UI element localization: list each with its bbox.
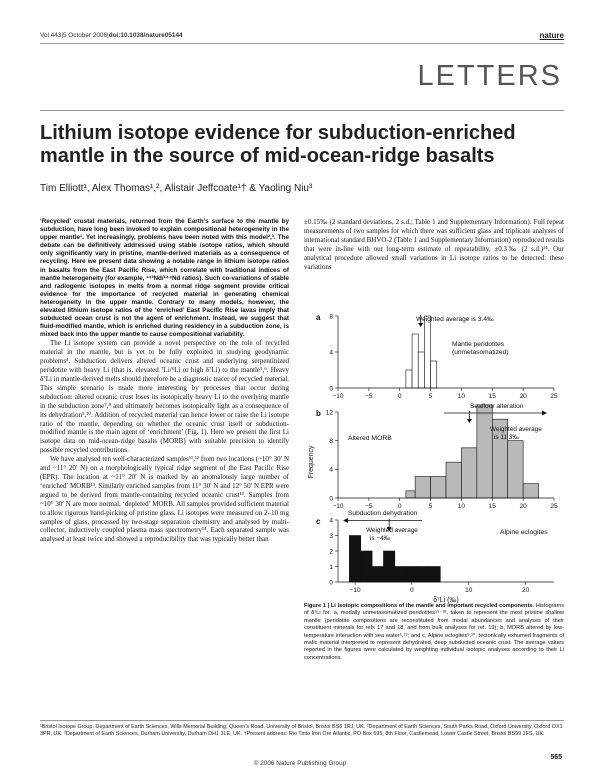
body-paragraph-1: The Li isotope system can provide a novel perspective on the role of recycled material in the mantle, but is yet to be fully exploited in studying geodynamic problems⁴. Subduction delivers altered oceanic crust and underlying serpentinized peridotite with heavy Li (that is, elevated ⁷Li/⁶Li or high δ⁷Li) to the mantle⁵,⁶. Heavy δ⁷Li in mantle-derived melts should therefore be a diagnostic tracer of recycled material. This simple scenario is made more interesting by processes that occur during subduction: altered oceanic crust loses its isotopically heavy Li to the overlying mantle in the subduction zone⁷,⁸ and ultimately becomes isotopically light as a consequence of its dehydration⁹,¹⁰. Addition of recycled material can hence lower or raise the Li isotope ratio of the mantle, depending on whether the oceanic crust itself or subduction-modified mantle is the main agent of ‘enrichment’ (Fig. 1). Here we present the first Li isotope data on mid-ocean-ridge basalts (MORB) with suitable precision to identify possible recycled contributions.: [40, 339, 289, 455]
copyright-footer: © 2006 Nature Publishing Group: [253, 760, 347, 767]
panel-letter-a: a: [316, 313, 321, 322]
histogram-bar-b: [461, 448, 476, 498]
x-tick-label-c: −10: [349, 587, 361, 594]
x-tick-label-a: 0: [397, 393, 402, 400]
journal-logo: nature: [539, 31, 564, 40]
histogram-bar-a: [418, 352, 424, 388]
header-rule: [40, 43, 564, 44]
histogram-bar-a: [424, 316, 430, 388]
x-tick-label-b: 25: [550, 503, 558, 510]
x-tick-label-b: 5: [428, 503, 433, 510]
panel-a-label-2: (unmetasomatized): [452, 349, 509, 356]
section-label: LETTERS: [417, 60, 562, 92]
x-tick-label-c: 0: [410, 587, 414, 594]
histogram-bar-b: [446, 462, 461, 498]
histogram-bar-b: [406, 491, 415, 498]
histogram-bar-c: [349, 536, 360, 583]
panel-a-average-label: Weighted average is 3.4‰: [416, 316, 494, 323]
histogram-bar-b: [477, 405, 492, 498]
panel-b-label: Altered MORB: [348, 435, 392, 442]
running-head-doi[interactable]: doi:10.1038/nature05144: [108, 32, 183, 39]
figure-1: [304, 308, 564, 604]
x-tick-label-b: −5: [365, 503, 373, 510]
panel-b-arrowhead: [542, 411, 547, 416]
histogram-bar-c: [395, 567, 406, 583]
caption-text: Histograms of δ⁷Li for: a, modally unmetasomatized peridotites¹⁵⁻¹⁸, taken to represent the most pristine shallow mantle (peridotite compositions are reconstituted from modal abundances and analyses of their constituent minerals for refs 17 and 18, and from bulk analyses for ref. 19); b, MORB altered by low-temperature interaction with sea water⁵,¹⁹; and c, Alpine eclogites⁹,¹⁰, tectonically exhumed fragments of mafic material interpreted to represent dehydrated, deep subducted oceanic crust. The average values reported in the figures were calculated by weighting individual isotopic analyses according to their Li concentrations.: [304, 603, 564, 661]
y-tick-label-c: 1: [329, 563, 333, 571]
y-tick-label-c: 2: [329, 548, 333, 556]
histogram-bar-c: [372, 567, 383, 583]
histogram-bar-b: [431, 477, 446, 499]
histogram-bar-a: [406, 370, 412, 388]
body-paragraph-3: ±0.15‰ (2 standard deviations, 2 s.d.; Table 1 and Supplementary Information). Full repeat measurements of two samples for which there was sufficient glass and triplicate analyses of international standard BHVO-2 (Table 1 and Supplementary Information) reproduced results that were in-line with our long-term estimate of repeatability, ±0.3‰ (2 s.d.)¹⁴. Our analytical procedure allowed small variations in Li isotope ratios to be detected: these variations: [304, 218, 564, 271]
panel-c-arrow-label: Subduction dehydration: [348, 510, 418, 517]
histogram-bar-b: [508, 441, 523, 498]
page-number: 565: [550, 754, 562, 761]
x-axis-label: δ⁷Li (‰): [433, 597, 459, 604]
x-tick-label-a: 25: [550, 393, 558, 400]
affiliation-rule: [40, 720, 564, 721]
figure-1-histograms: [304, 308, 564, 604]
column-right: [304, 218, 564, 271]
panel-c-label: Alpine eclogites: [500, 529, 548, 536]
section-rule: [40, 110, 564, 111]
y-tick-label-c: 0: [329, 579, 333, 587]
average-arrowhead-b: [467, 419, 472, 423]
panel-b-arrow-label: Seafloor alteration: [470, 403, 524, 410]
x-tick-label-b: 0: [397, 503, 402, 510]
running-head-prefix: Vol 443|5 October 2006|: [40, 32, 109, 39]
y-tick-label-a: 0: [329, 385, 333, 393]
x-tick-label-b: 20: [519, 503, 527, 510]
affiliations: ¹Bristol Isotope Group, Department of Earth Sciences, Wills Memorial Building, Queen’s Road, University of Bristol, Bristol BS8 1RJ, UK. ²Department of Earth Sciences, South Parks Road, Oxford University, Oxford OX1 3PR, UK. ³Department of Earth Sciences, Durham University, Durham DH1 3LE, UK. †Present address: Rio Tinto Iron Ore Atlantic, PO Box 695, 8th Floor, Castlemead, Lower Castle Street, Bristol BS99 1FS, UK.: [40, 724, 563, 737]
panel-a-label: Mantle peridotites: [452, 341, 505, 348]
y-tick-label-b: 4: [329, 466, 333, 474]
y-tick-label-c: 3: [329, 532, 333, 540]
histogram-bar-b: [415, 477, 430, 499]
panel-b-average-label-2: is 11.3‰: [494, 434, 519, 441]
y-tick-label-a: 8: [329, 313, 333, 321]
panel-c-average-label-2: is −4‰: [370, 535, 391, 542]
y-tick-label-b: 12: [325, 409, 333, 417]
average-arrowhead-a: [418, 323, 423, 327]
running-head: [40, 32, 564, 39]
y-axis-label: Frequency: [308, 445, 315, 479]
x-tick-label-a: 20: [519, 393, 527, 400]
panel-letter-b: b: [316, 409, 321, 418]
histogram-bar-c: [361, 551, 372, 582]
author-list: Tim Elliott¹, Alex Thomas¹,², Alistair Jeffcoate¹† & Yaoling Niu³: [40, 183, 313, 194]
x-tick-label-c: 20: [521, 587, 530, 594]
x-tick-label-a: 5: [428, 393, 433, 400]
x-tick-label-a: 15: [488, 393, 496, 400]
panel-letter-c: c: [316, 517, 321, 526]
figure-caption: [304, 603, 564, 662]
x-tick-label-b: 15: [488, 503, 496, 510]
x-tick-label-c: 10: [465, 587, 473, 594]
x-tick-label-a: −10: [332, 393, 344, 400]
article-title: Lithium isotope evidence for subduction-enriched mantle in the source of mid-ocean-ridge basalts: [40, 122, 516, 167]
x-tick-label-a: −5: [365, 393, 373, 400]
histogram-bar-c: [429, 567, 440, 583]
body-paragraph-2: We have analysed ten well-characterized samples¹¹,¹² from two locations (~10° 30′ N and ~11° 20′ N) on a morphologically typical ridge segment of the East Pacific Rise (EPR). The location at ~11° 20′ N is marked by an anomalously large number of ‘enriched’ MORB¹³. Similarly enriched samples from 11° 30′ N and 12° 50′ N EPR were argued to be derived from mantle-containing recycled oceanic crust¹³. Samples from ~10° 30′ N are more normal, ‘depleted’ MORB. All samples provided sufficient material to allow rigorous hand-picking of pristine glass. Li isotopes were measured on 2–10 mg samples of glass, processed by two-stage separation chemistry and analysed by multi-collector, inductively coupled plasma mass spectrometry¹⁴. Each separated sample was analysed at least twice and showed a reproducibility that was typically better than: [40, 455, 289, 544]
y-tick-label-a: 4: [329, 349, 333, 357]
x-tick-label-b: 10: [457, 503, 466, 510]
histogram-bar-b: [523, 484, 538, 498]
panel-b-average-label: Weighted average: [490, 426, 542, 433]
x-tick-label-a: 10: [457, 393, 466, 400]
y-tick-label-c: 4: [329, 517, 333, 525]
histogram-bar-a: [412, 334, 418, 388]
caption-label: Figure 1 | Li isotopic compositions of the mantle and important recycled components.: [304, 603, 534, 609]
histogram-bar-c: [406, 567, 417, 583]
histogram-bar-c: [383, 551, 394, 582]
histogram-bar-a: [431, 361, 437, 388]
y-tick-label-b: 8: [329, 437, 333, 445]
y-tick-label-b: 0: [329, 495, 333, 503]
column-left: [40, 218, 289, 544]
histogram-bar-c: [418, 567, 429, 583]
panel-c-average-label: Weighted average: [366, 527, 418, 534]
panel-c-arrowhead: [343, 518, 348, 523]
abstract: ‘Recycled’ crustal materials, returned from the Earth’s surface to the mantle by subduction, have long been invoked to explain compositional heterogeneity in the upper mantle¹. Yet increasingly, problems have been noted with this model²,³. The debate can be definitively addressed using stable isotope ratios, which should only significantly vary in pristine, mantle-derived materials as a consequence of recycling. Here we present data showing a notable range in lithium isotope ratios in basalts from the East Pacific Rise, which correlate with traditional indices of mantle heterogeneity (for example, ¹⁴³Nd/¹⁴⁴Nd ratios). Such co-variations of stable and radiogenic isotopes in melts from a normal ridge segment provide critical evidence for the importance of recycled material in generating chemical heterogeneity in the upper mantle. Contrary to many models, however, the elevated lithium isotope ratios of the ‘enriched’ East Pacific Rise lavas imply that subducted ocean crust is not the agent of enrichment. Instead, we suggest that fluid-modified mantle, which is enriched during residency in a subduction zone, is mixed back into the upper mantle to cause compositional variability.: [40, 218, 289, 339]
x-tick-label-b: −10: [332, 503, 344, 510]
